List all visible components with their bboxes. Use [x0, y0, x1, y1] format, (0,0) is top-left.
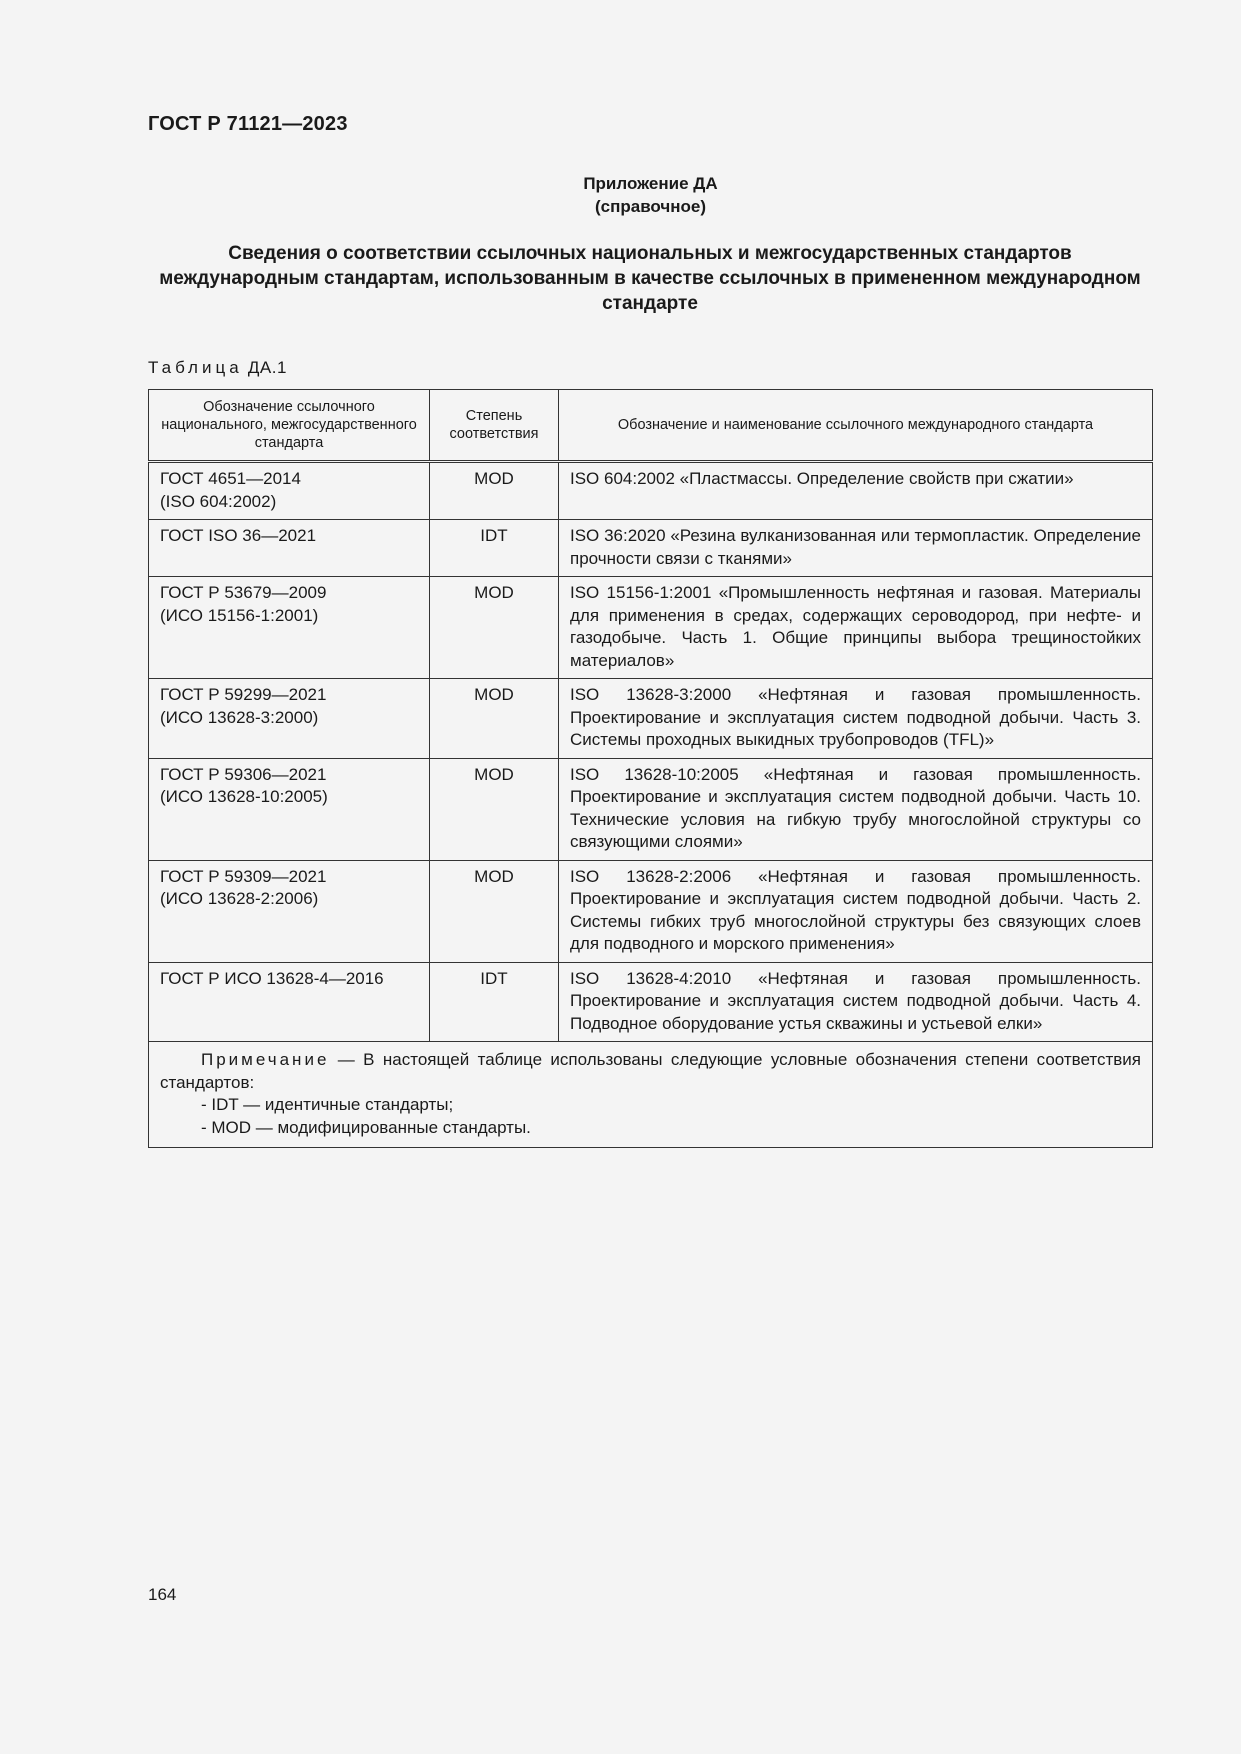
table-caption: [148, 358, 287, 378]
national-standard-code: ГОСТ ISO 36—2021: [160, 526, 317, 545]
table-row: [149, 860, 1153, 962]
column-header-international: Обозначение и наименование ссылочного международного стандарта: [559, 390, 1153, 462]
table-caption-label: Таблица: [148, 358, 243, 377]
degree-cell: IDT: [430, 520, 559, 577]
degree-cell: IDT: [430, 962, 559, 1042]
international-standard-cell: ISO 13628-10:2005 «Нефтяная и газовая промышленность. Проектирование и эксплуатация систем подводной добычи. Часть 10. Технические условия на гибкую трубу многослойной структуры со связующими слоями»: [559, 758, 1153, 860]
table-row: [149, 577, 1153, 679]
international-standard-cell: ISO 15156-1:2001 «Промышленность нефтяная и газовая. Материалы для применения в средах, содержащих сероводород, при нефте- и газодобыче. Часть 1. Общие принципы выбора трещиностойких материалов»: [559, 577, 1153, 679]
standards-table: [148, 389, 1153, 1148]
table-row: [149, 679, 1153, 759]
table-row: [149, 962, 1153, 1042]
appendix-subtitle: (справочное): [594, 197, 707, 216]
national-standard-cell: [149, 962, 430, 1042]
national-standard-cell: [149, 462, 430, 520]
national-standard-code: ГОСТ Р 59299—2021: [160, 685, 327, 704]
national-standard-equivalent: (ИСО 13628-10:2005): [160, 787, 328, 806]
national-standard-code: ГОСТ Р 59306—2021: [160, 764, 327, 784]
national-standard-code: ГОСТ Р 53679—2009: [160, 583, 327, 602]
international-standard-cell: ISO 13628-4:2010 «Нефтяная и газовая промышленность. Проектирование и эксплуатация систем подводной добычи. Часть 4. Подводное оборудование устья скважины и устьевой елки»: [559, 962, 1153, 1042]
note-item: - MOD — модифицированные стандарты.: [201, 1117, 531, 1137]
international-standard-cell: ISO 13628-3:2000 «Нефтяная и газовая промышленность. Проектирование и эксплуатация систем подводной добычи. Часть 3. Системы проходных выкидных трубопроводов (TFL)»: [559, 679, 1153, 759]
national-standard-equivalent: (ИСО 15156-1:2001): [160, 605, 319, 625]
page-number: 164: [148, 1585, 177, 1604]
international-standard-cell: ISO 36:2020 «Резина вулканизованная или термопластик. Определение прочности связи с тканями»: [559, 520, 1153, 577]
table-note: [149, 1042, 1153, 1148]
national-standard-cell: [149, 758, 430, 860]
table-row: [149, 462, 1153, 520]
national-standard-cell: [149, 860, 430, 962]
note-title: Примечание: [201, 1050, 330, 1069]
international-standard-cell: ISO 13628-2:2006 «Нефтяная и газовая промышленность. Проектирование и эксплуатация систем подводной добычи. Часть 2. Системы гибких труб многослойной структуры без связующих слоев для подводного и морского применения»: [559, 860, 1153, 962]
national-standard-code: ГОСТ Р 59309—2021: [160, 866, 327, 886]
table-note-row: [149, 1042, 1153, 1148]
table-header-row: [149, 390, 1153, 462]
degree-cell: MOD: [430, 462, 559, 520]
national-standard-equivalent: (ИСО 13628-2:2006): [160, 889, 319, 908]
national-standard-equivalent: (ISO 604:2002): [160, 491, 277, 511]
table-caption-number: ДА.1: [247, 358, 287, 377]
degree-cell: MOD: [430, 577, 559, 679]
document-code: ГОСТ Р 71121—2023: [148, 113, 348, 135]
table-row: [149, 520, 1153, 577]
national-standard-code: ГОСТ Р ИСО 13628-4—2016: [160, 968, 384, 988]
national-standard-equivalent: (ИСО 13628-3:2000): [160, 707, 319, 727]
column-header-degree: Степень соответствия: [430, 390, 559, 462]
appendix-heading: Сведения о соответствии ссылочных национальных и межгосударственных стандартов международным стандартам, использованным в качестве ссылочных в примененном международном стандарте: [159, 243, 1141, 314]
degree-cell: MOD: [430, 860, 559, 962]
note-item: - IDT — идентичные стандарты;: [201, 1095, 454, 1114]
note-intro: [160, 1049, 1141, 1094]
table-row: [149, 758, 1153, 860]
appendix-block: [0, 172, 1241, 218]
national-standard-cell: [149, 679, 430, 759]
national-standard-code: ГОСТ 4651—2014: [160, 469, 301, 488]
degree-cell: MOD: [430, 758, 559, 860]
national-standard-cell: [149, 520, 430, 577]
appendix-title: Приложение ДА: [583, 174, 718, 193]
note-text: — В настоящей таблице использованы следующие условные обозначения степени соответствия стандартов:: [160, 1050, 1141, 1092]
column-header-national: Обозначение ссылочного национального, межгосударственного стандарта: [149, 390, 430, 462]
international-standard-cell: ISO 604:2002 «Пластмассы. Определение свойств при сжатии»: [559, 462, 1153, 520]
degree-cell: MOD: [430, 679, 559, 759]
national-standard-cell: [149, 577, 430, 679]
